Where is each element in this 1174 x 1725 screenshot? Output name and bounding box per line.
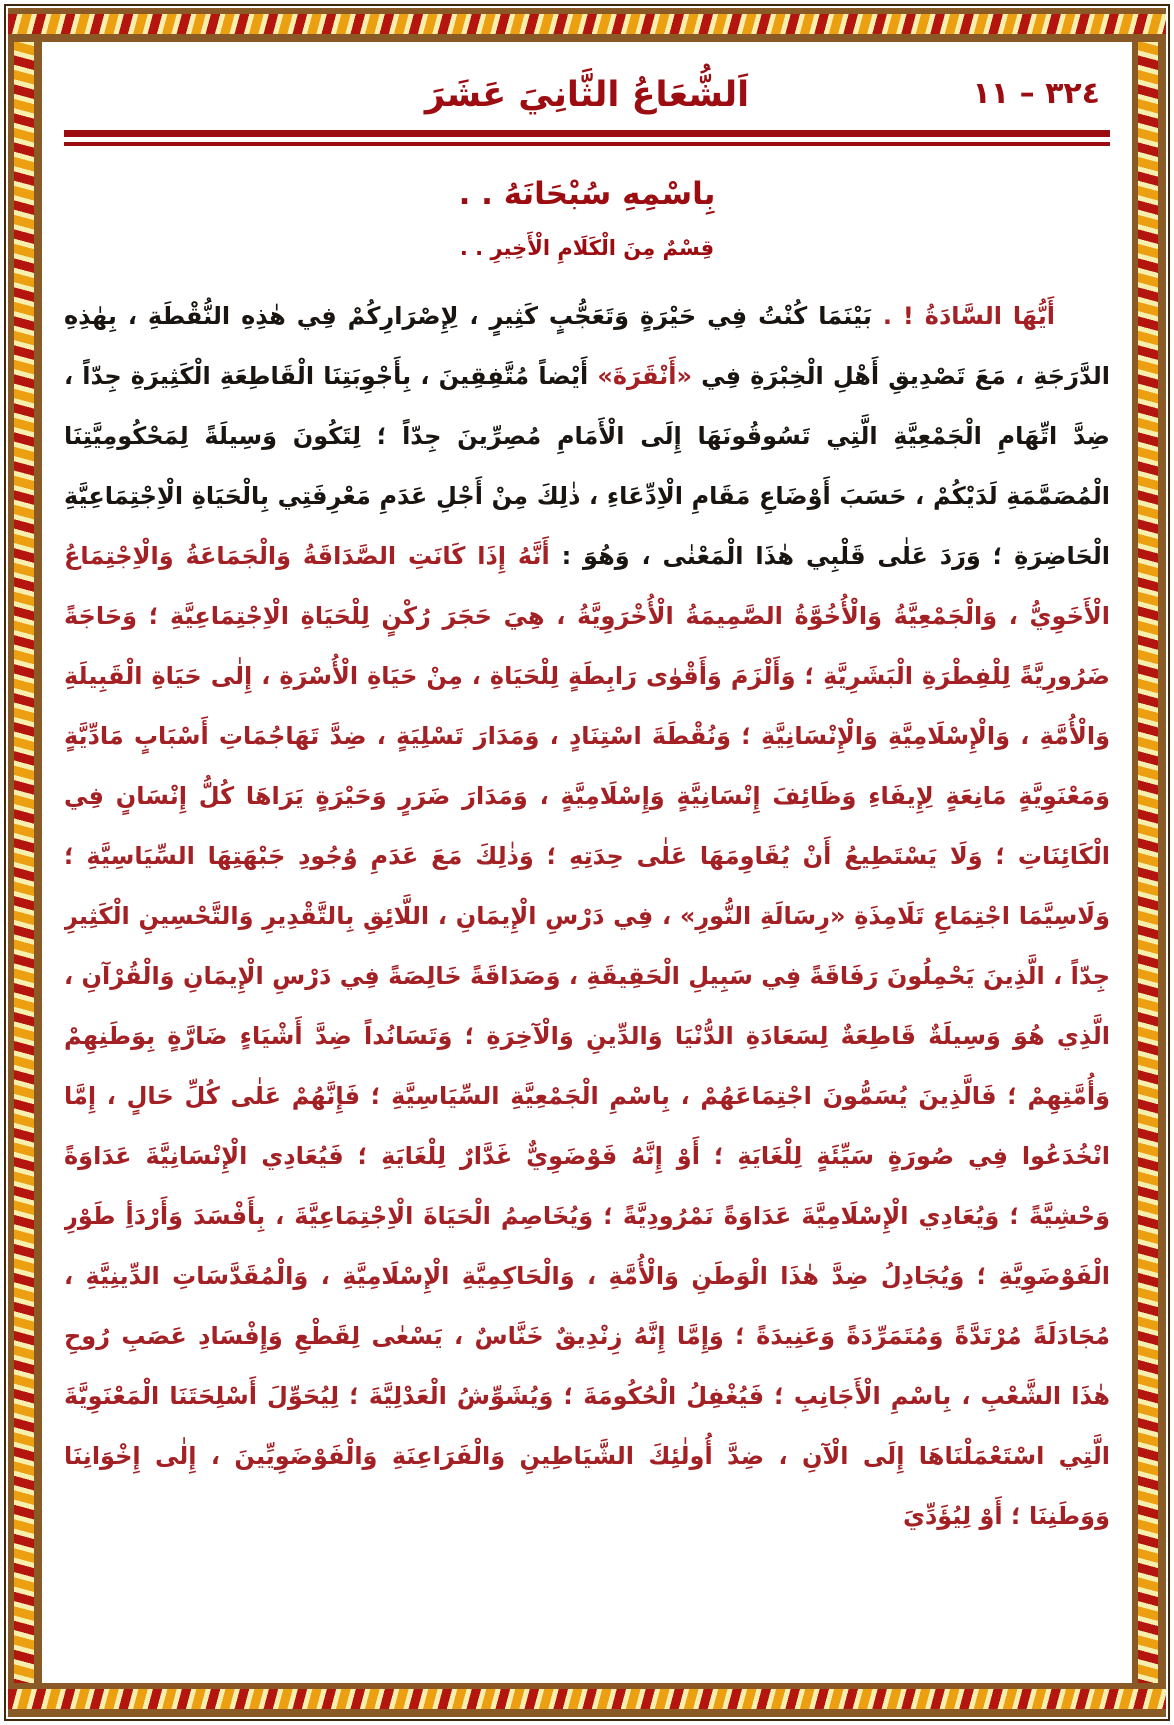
divider-rule [64, 130, 1110, 146]
body-segment: «أَنْقَرَةَ» [597, 362, 692, 390]
body-segment: أَنَّهُ إِذَا كَانَتِ الصَّدَاقَةُ وَالْجَمَاعَةُ وَالْاِجْتِمَاعُ الْأَخَوِيُّ ، وَالْجَمْعِيَّةُ وَالْأُخُوَّةُ الصَّمِيمَةُ الْأُخْرَوِيَّةُ ، هِيَ حَجَرَ رُكْنٍ لِلْحَيَاةِ الْاِجْتِمَاعِيَّةِ ؛ وَحَاجَةً ضَرُورِيَّةً لِلْفِطْرَةِ الْبَشَرِيَّةِ ؛ وَأَلْزَمَ وَأَقْوٰى رَابِطَةٍ لِلْحَيَاةِ ، مِنْ حَيَاةِ الْأُسْرَةِ ، إِلٰى حَيَاةِ الْقَبِيلَةِ وَالْأُمَّةِ ، وَالْإِسْلَامِيَّةِ وَالْإِنْسَانِيَّةِ ؛ وَنُقْطَةَ اسْتِنَادٍ ، وَمَدَارَ تَسْلِيَةٍ ، ضِدَّ تَهَاجُمَاتِ أَسْبَابٍ مَادِّيَّةٍ وَمَعْنَوِيَّةٍ مَانِعَةٍ لِإِيفَاءِ وَظَائِفَ إِنْسَانِيَّةٍ وَإِسْلَامِيَّةٍ ، وَمَدَارَ ضَرَرٍ وَحَيْرَةٍ يَرَاهَا كُلُّ إِنْسَانٍ فِي الْكَائِنَاتِ ؛ وَلَا يَسْتَطِيعُ أَنْ يُقَاوِمَهَا عَلٰى حِدَتِهِ ؛ وَذٰلِكَ مَعَ عَدَمِ وُجُودِ جَبْهَتِهَا السِّيَاسِيَّةِ ؛ وَلَاسِيَّمَا اجْتِمَاعِ تَلَامِذَةِ «رِسَالَةِ النُّورِ» ، فِي دَرْسِ الْإِيمَانِ ، اللَّائِقِ بِالتَّقْدِيرِ وَالتَّحْسِينِ الْكَثِيرِ جِدّاً ، الَّذِينَ يَحْمِلُونَ رَفَاقَةً فِي سَبِيلِ الْحَقِيقَةِ ، وَصَدَاقَةً خَالِصَةً فِي دَرْسِ الْإِيمَانِ وَالْقُرْآنِ ، الَّذِي هُوَ وَسِيلَةٌ قَاطِعَةٌ لِسَعَادَةِ الدُّنْيَا وَالدِّينِ وَالْآخِرَةِ ؛ وَتَسَانُداً ضِدَّ أَشْيَاءٍ ضَارَّةٍ بِوَطَنِهِمْ وَأُمَّتِهِمْ ؛ فَالَّذِينَ يُسَمُّونَ اجْتِمَاعَهُمْ ، بِاسْمِ الْجَمْعِيَّةِ السِّيَاسِيَّةِ ؛ فَإِنَّهُمْ عَلٰى كُلِّ حَالٍ ، إِمَّا انْخُدَعُوا فِي صُورَةٍ سَيِّئَةٍ لِلْغَايَةِ ؛ أَوْ إِنَّهُ فَوْضَوِيٌّ غَدَّارٌ لِلْغَايَةِ ؛ فَيُعَادِي الْإِنْسَانِيَّةَ عَدَاوَةً وَحْشِيَّةً ؛ وَيُعَادِي الْإِسْلَامِيَّةَ عَدَاوَةً نَمْرُودِيَّةً ؛ وَيُخَاصِمُ الْحَيَاةَ الْاِجْتِمَاعِيَّةَ ، بِأَفْسَدَ وَأَرْدَأِ طَوْرِ الْفَوْضَوِيَّةِ ؛ وَيُجَادِلُ ضِدَّ هٰذَا الْوَطَنِ وَالْأُمَّةِ ، وَالْحَاكِمِيَّةِ الْإِسْلَامِيَّةِ ، وَالْمُقَدَّسَاتِ الدِّينِيَّةِ ، مُجَادَلَةً مُرْتَدَّةً وَمُتَمَرِّدَةً وَعَنِيدَةً ؛ وَإِمَّا إِنَّهُ زِنْدِيقٌ خَنَّاسٌ ، يَسْعٰى لِقَطْعِ وَإِفْسَادِ عَصَبِ رُوحِ هٰذَا الشَّعْبِ ، بِاسْمِ الْأَجَانِبِ ؛ فَيُغْفِلُ الْحُكُومَةَ ؛ وَيُشَوِّشُ الْعَدْلِيَّةَ ؛ لِيُحَوِّلَ أَسْلِحَتَنَا الْمَعْنَوِيَّةَ الَّتِي اسْتَعْمَلْنَاهَا إِلَى الْآنِ ، ضِدَّ أُولٰئِكَ الشَّيَاطِينِ وَالْفَرَاعِنَةِ وَالْفَوْضَوِيِّينَ ، إِلٰى إِخْوَانِنَا وَوَطَنِنَا ؛ أَوْ لِيُؤَدِّيَ [64, 542, 1110, 1530]
body-segment: أَيُّهَا السَّادَةُ ! . [871, 302, 1055, 330]
body-text [64, 286, 1110, 1546]
page-header [64, 44, 1110, 120]
page-number: ٣٢٤ – ١١ [972, 76, 1100, 111]
body-segment: بَيْنَمَا كُنْتُ فِي حَيْرَةٍ وَتَعَجُّبٍ كَثِيرٍ ، لِإِصْرَارِكُمْ فِي هٰذِهِ النُّقْطَةِ ، بِهٰذِهِ الدَّرَجَةِ ، مَعَ تَصْدِيقِ أَهْلِ الْخِبْرَةِ فِي [64, 302, 1110, 390]
divider-rule-thick-line [64, 130, 1110, 137]
page-content [64, 44, 1110, 1681]
basmala-heading: بِاسْمِهِ سُبْحَانَهُ . . [458, 176, 716, 212]
section-heading: قِسْمٌ مِنَ الْكَلَامِ الْأَخِيرِ . . [459, 236, 715, 260]
ornamental-border-bottom [8, 1683, 1166, 1717]
page-title: اَلشُّعَاعُ الثَّانِيَ عَشَرَ [424, 75, 750, 115]
divider-rule-thin-line [64, 142, 1110, 146]
ornamental-border-right [1132, 8, 1166, 1717]
ornamental-border-left [8, 8, 42, 1717]
ornamental-border-top [8, 8, 1166, 42]
body-segment: أَيْضاً مُتَّفِقِينَ ، بِأَجْوِبَتِنَا الْقَاطِعَةِ الْكَثِيرَةِ جِدّاً ، ضِدَّ اتِّهَامِ الْجَمْعِيَّةِ الَّتِي تَسُوقُونَهَا إِلَى الْأَمَامِ مُصِرِّينَ جِدّاً ؛ لِتَكُونَ وَسِيلَةً لِمَحْكُومِيَّتِنَا الْمُصَمَّمَةِ لَدَيْكُمْ ، حَسَبَ أَوْضَاعِ مَقَامِ الْاِدِّعَاءِ ، ذٰلِكَ مِنْ أَجْلِ عَدَمِ مَعْرِفَتِي بِالْحَيَاةِ الْاِجْتِمَاعِيَّةِ الْحَاضِرَةِ ؛ وَرَدَ عَلٰى قَلْبِي هٰذَا الْمَعْنٰى ، وَهُوَ : [64, 362, 1110, 570]
